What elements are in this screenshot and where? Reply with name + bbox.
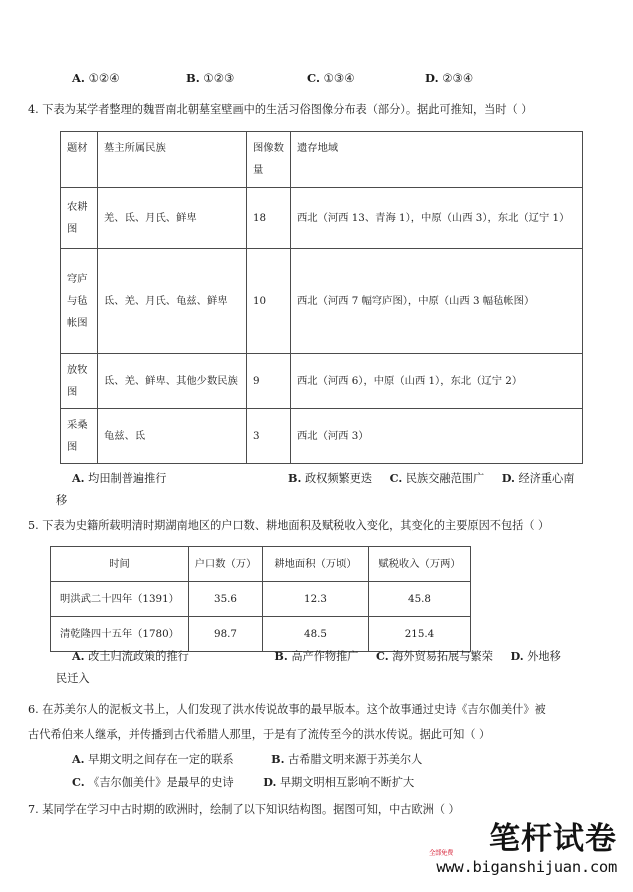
q5-option-c-text: 海外贸易拓展与繁荣	[392, 650, 493, 663]
q6-option-b	[271, 747, 422, 772]
question-4-number: 4.	[28, 103, 39, 116]
q5-option-b-letter: B.	[274, 649, 288, 663]
table-row	[61, 354, 583, 409]
q4-option-d-text: 经济重心南	[518, 472, 575, 485]
q4-option-d-wrap-text: 移	[56, 494, 68, 507]
header-households: 户口数（万）	[189, 547, 263, 582]
question-5-options-wrap	[56, 667, 633, 691]
q4-option-b-letter: B.	[288, 471, 302, 485]
question-7-stem	[28, 797, 608, 822]
q4-option-d	[502, 466, 575, 491]
cell-count: 9	[247, 354, 291, 409]
table-row	[61, 249, 583, 354]
cell-ethnic: 羌、氐、月氏、鲜卑	[98, 188, 247, 249]
q5-option-d-letter: D.	[510, 649, 524, 663]
question-5-stem-text: 下表为史籍所载明清时期湖南地区的户口数、耕地面积及赋税收入变化，其变化的主要原因不包括（ ）	[42, 519, 550, 532]
cell-land: 12.3	[263, 582, 369, 617]
q4-option-d-letter: D.	[501, 471, 515, 485]
watermark-url: www.biganshijuan.com	[436, 858, 617, 876]
q5-option-d-text: 外地移	[527, 650, 561, 663]
question-5-options	[28, 644, 613, 669]
question-6-stem-line-1	[28, 697, 608, 722]
q6-option-d	[263, 770, 414, 795]
header-count: 图像数量	[247, 132, 291, 188]
header-tax: 赋税收入（万两）	[369, 547, 471, 582]
cell-region: 西北（河西 6），中原（山西 1），东北（辽宁 2）	[291, 354, 583, 409]
option-a	[72, 68, 120, 88]
q6-option-a	[72, 747, 234, 772]
question-6-stem-text-1: 在苏美尔人的泥板文书上，人们发现了洪水传说故事的最早版本。这个故事通过史诗《吉尔伽美什》被	[42, 703, 546, 716]
q6-option-b-letter: B.	[271, 752, 285, 766]
question-4-stem-text: 下表为某学者整理的魏晋南北朝墓室壁画中的生活习俗图像分布表（部分）。据此可推知，当时（ ）	[42, 103, 533, 116]
question-4-options-wrap	[56, 489, 633, 513]
option-b	[186, 68, 234, 88]
q4-option-b	[288, 466, 372, 491]
q6-option-d-letter: D.	[263, 775, 277, 789]
question-6-options-row-2	[28, 770, 613, 795]
q6-option-a-letter: A.	[72, 752, 85, 766]
option-c-letter: C.	[307, 71, 320, 85]
header-ethnic: 墓主所属民族	[98, 132, 247, 188]
q4-option-c-letter: C.	[389, 471, 403, 485]
question-7-number: 7.	[28, 803, 39, 816]
cell-households: 98.7	[189, 617, 263, 652]
cell-ethnic: 氐、羌、月氏、龟兹、鲜卑	[98, 249, 247, 354]
option-a-letter: A.	[72, 71, 85, 85]
table-row	[61, 409, 583, 464]
question-6-stem-line-2	[28, 722, 608, 747]
question-5-number: 5.	[28, 519, 39, 532]
cell-land: 48.5	[263, 617, 369, 652]
watermark-brand-name: 笔杆试卷	[489, 821, 617, 857]
q5-option-d	[510, 644, 560, 669]
cell-count: 3	[247, 409, 291, 464]
header-region: 遗存地域	[291, 132, 583, 188]
q5-option-c-letter: C.	[376, 649, 389, 663]
cell-theme: 采桑图	[61, 409, 98, 464]
cell-count: 10	[247, 249, 291, 354]
q4-option-b-text: 政权频繁更迭	[304, 472, 373, 485]
question-4-options	[28, 466, 613, 491]
header-land: 耕地面积（万顷）	[263, 547, 369, 582]
cell-region: 西北（河西 3）	[291, 409, 583, 464]
cell-ethnic: 龟兹、氐	[98, 409, 247, 464]
cell-region: 西北（河西 7 幅穹庐图），中原（山西 3 幅毡帐图）	[291, 249, 583, 354]
q6-option-b-text: 古希腊文明来源于苏美尔人	[288, 753, 423, 766]
q5-option-a-letter: A.	[72, 649, 85, 663]
q4-option-a-letter: A.	[72, 471, 85, 485]
cell-theme: 放牧图	[61, 354, 98, 409]
q4-option-c	[390, 466, 485, 491]
header-time: 时间	[51, 547, 189, 582]
question-5-stem	[28, 513, 608, 538]
q5-option-b	[274, 644, 358, 669]
q5-option-b-text: 高产作物推广	[291, 650, 359, 663]
option-d-text: ②③④	[442, 71, 474, 85]
question-7-stem-text: 某同学在学习中古时期的欧洲时，绘制了以下知识结构图。据图可知，中古欧洲（ ）	[42, 803, 460, 816]
q6-option-d-text: 早期文明相互影响不断扩大	[279, 776, 415, 789]
question-4-stem	[28, 97, 608, 122]
hunan-statistics-table	[50, 546, 471, 652]
q4-option-c-text: 民族交融范围广	[405, 472, 485, 485]
q5-option-a	[72, 644, 189, 669]
cell-households: 35.6	[189, 582, 263, 617]
question-6-options-row-1	[28, 747, 613, 772]
mural-distribution-table	[60, 131, 583, 464]
watermark-free-badge: 全部免费	[429, 849, 453, 857]
cell-tax: 215.4	[369, 617, 471, 652]
option-c-text: ①③④	[323, 71, 355, 85]
option-d	[425, 68, 473, 88]
option-b-letter: B.	[186, 71, 200, 85]
site-watermark	[421, 822, 621, 884]
cell-time: 清乾隆四十五年（1780）	[51, 617, 189, 652]
q6-option-a-text: 早期文明之间存在一定的联系	[88, 753, 234, 766]
q6-option-c	[72, 770, 234, 795]
option-c	[307, 68, 355, 88]
table-row	[51, 582, 471, 617]
cell-time: 明洪武二十四年（1391）	[51, 582, 189, 617]
question-6-stem-text-2: 古代希伯来人继承，并传播到古代希腊人那里，于是有了流传至今的洪水传说。据此可知（ ）	[28, 728, 491, 741]
question-6-number: 6.	[28, 703, 39, 716]
cell-ethnic: 氐、羌、鲜卑、其他少数民族	[98, 354, 247, 409]
q5-option-c	[376, 644, 493, 669]
q4-option-a	[72, 466, 166, 491]
q5-option-d-wrap-text: 民迁入	[56, 672, 90, 685]
table-row	[61, 188, 583, 249]
cell-theme: 穹庐与毡帐图	[61, 249, 98, 354]
table-header-row	[61, 132, 583, 188]
table-header-row	[51, 547, 471, 582]
q5-option-a-text: 改土归流政策的推行	[88, 650, 189, 663]
header-theme: 题材	[61, 132, 98, 188]
q6-option-c-letter: C.	[72, 775, 85, 789]
cell-count: 18	[247, 188, 291, 249]
option-d-letter: D.	[425, 71, 439, 85]
q6-option-c-text: 《吉尔伽美什》是最早的史诗	[88, 776, 234, 789]
cell-tax: 45.8	[369, 582, 471, 617]
cell-region: 西北（河西 13、青海 1），中原（山西 3），东北（辽宁 1）	[291, 188, 583, 249]
option-b-text: ①②③	[203, 71, 235, 85]
cell-theme: 农耕图	[61, 188, 98, 249]
q4-option-a-text: 均田制普遍推行	[88, 472, 167, 485]
option-a-text: ①②④	[88, 71, 120, 85]
